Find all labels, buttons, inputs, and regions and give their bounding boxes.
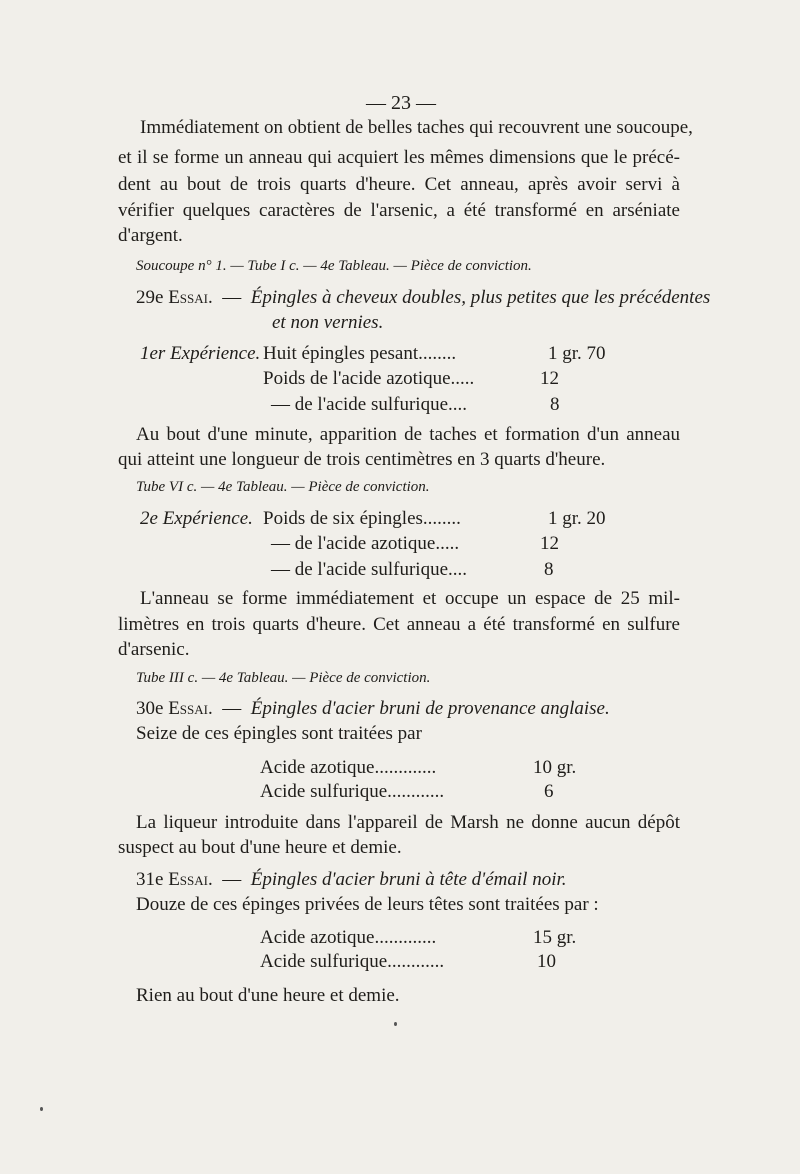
paragraph-line: L'anneau se forme immédiatement et occupe un espace de 25 mil- <box>140 588 680 609</box>
paragraph-line: d'arsenic. <box>118 639 190 660</box>
reagent-value: 8 <box>550 394 560 415</box>
reagent-value: 12 <box>540 533 559 554</box>
reagent-line: Acide sulfurique............ <box>260 951 445 972</box>
paragraph-line: limètres en trois quarts d'heure. Cet anneau a été transformé en sulfure <box>118 614 680 635</box>
paragraph-line: Immédiatement on obtient de belles taches qui recouvrent une soucoupe, <box>140 117 693 138</box>
paragraph-line: qui atteint une longueur de trois centimètres en 3 quarts d'heure. <box>118 449 606 470</box>
paragraph-line: La liqueur introduite dans l'appareil de Marsh ne donne aucun dépôt <box>136 812 680 833</box>
ink-speck <box>394 1022 397 1026</box>
reagent-value: 15 gr. <box>533 927 577 948</box>
reagent-line: Acide azotique............. <box>260 757 437 778</box>
experience-number: 2e <box>140 508 158 529</box>
essai-heading <box>136 698 610 720</box>
essai-number: 29e <box>136 287 164 308</box>
reagent-value: 8 <box>544 559 554 580</box>
paragraph-line: Au bout d'une minute, apparition de taches et formation d'un anneau <box>136 424 680 445</box>
experience-number: 1er <box>140 343 166 364</box>
reagent-value: 10 <box>537 951 556 972</box>
essai-heading <box>136 287 710 309</box>
paragraph-line: Douze de ces épinges privées de leurs têtes sont traitées par : <box>136 894 599 915</box>
page-number: — 23 — <box>366 92 436 114</box>
paragraph-line: vérifier quelques caractères de l'arsenic, a été transformé en arséniate <box>118 200 680 221</box>
essai-label: Essai. <box>168 287 213 308</box>
experience-label <box>140 508 253 530</box>
reagent-value: 10 gr. <box>533 757 577 778</box>
essai-title: Épingles d'acier bruni à tête d'émail noir. <box>250 869 567 890</box>
evidence-reference: Tube III c. — 4e Tableau. — Pièce de conviction. <box>136 670 431 686</box>
paragraph-line: Rien au bout d'une heure et demie. <box>136 985 400 1006</box>
essai-dash: — <box>222 869 242 890</box>
reagent-line: Acide azotique............. <box>260 927 437 948</box>
reagent-value: 6 <box>544 781 554 802</box>
reagent-line: Poids de l'acide azotique..... <box>263 368 475 389</box>
essai-label: Essai. <box>168 869 213 890</box>
paragraph-line: d'argent. <box>118 225 183 246</box>
essai-title-continuation: et non vernies. <box>272 312 384 333</box>
essai-title: Épingles à cheveux doubles, plus petites que les précédentes <box>250 287 711 308</box>
reagent-value: 12 <box>540 368 559 389</box>
reagent-line: Acide sulfurique............ <box>260 781 445 802</box>
reagent-line: — de l'acide sulfurique.... <box>271 559 468 580</box>
evidence-reference: Soucoupe n° 1. — Tube I c. — 4e Tableau. — Pièce de conviction. <box>136 258 532 274</box>
essai-number: 30e <box>136 698 164 719</box>
ink-speck <box>40 1107 43 1111</box>
essai-number: 31e <box>136 869 164 890</box>
experience-word: Expérience. <box>170 343 261 364</box>
reagent-value: 1 gr. 20 <box>548 508 606 529</box>
experience-word: Expérience. <box>162 508 253 529</box>
essai-heading <box>136 869 567 891</box>
essai-label: Essai. <box>168 698 213 719</box>
paragraph-line: suspect au bout d'une heure et demie. <box>118 837 402 858</box>
evidence-reference: Tube VI c. — 4e Tableau. — Pièce de conviction. <box>136 479 430 495</box>
reagent-line: — de l'acide azotique..... <box>271 533 460 554</box>
essai-dash: — <box>222 287 242 308</box>
reagent-line: Poids de six épingles........ <box>263 508 461 529</box>
essai-title: Épingles d'acier bruni de provenance anglaise. <box>250 698 610 719</box>
experience-label <box>140 343 260 365</box>
paragraph-line: et il se forme un anneau qui acquiert les mêmes dimensions que le précé- <box>118 147 680 168</box>
reagent-value: 1 gr. 70 <box>548 343 606 364</box>
paragraph-line: dent au bout de trois quarts d'heure. Cet anneau, après avoir servi à <box>118 174 680 195</box>
essai-dash: — <box>222 698 242 719</box>
reagent-line: — de l'acide sulfurique.... <box>271 394 468 415</box>
reagent-line: Huit épingles pesant........ <box>263 343 457 364</box>
paragraph-line: Seize de ces épingles sont traitées par <box>136 723 422 744</box>
